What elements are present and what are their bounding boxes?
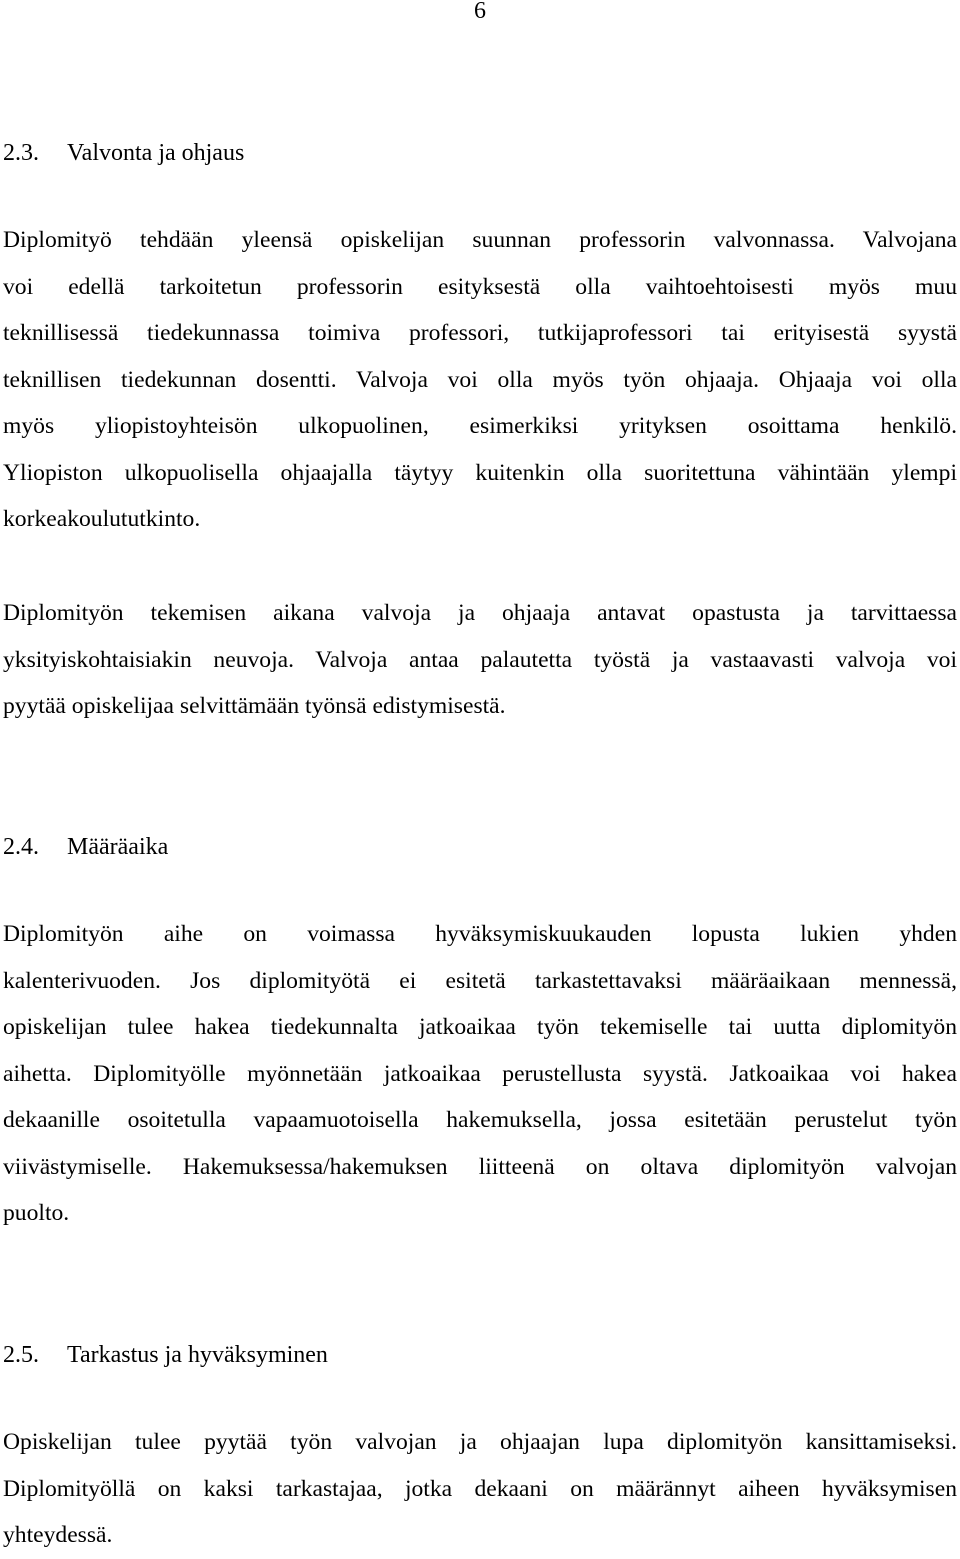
- text-line: opiskelijan tulee hakea tiedekunnalta jatkoaikaa työn tekemiselle tai uutta diplomityön: [3, 1014, 957, 1040]
- section-heading-2-4: [3, 830, 168, 864]
- text-line: myös yliopistoyhteisön ulkopuolinen, esimerkiksi yrityksen osoittama henkilö.: [3, 413, 957, 439]
- text-line: korkeakoulututkinto.: [3, 506, 201, 532]
- text-line: yksityiskohtaisiakin neuvoja. Valvoja antaa palautetta työstä ja vastaavasti valvoja voi: [3, 646, 957, 673]
- section-title: Tarkastus ja hyväksyminen: [67, 1342, 328, 1368]
- text-line: Diplomityön tekemisen aikana valvoja ja ohjaaja antavat opastusta ja tarvittaessa: [3, 600, 957, 626]
- text-line: voi edellä tarkoitetun professorin esityksestä olla vaihtoehtoisesti myös muu: [3, 273, 957, 300]
- text-line: kalenterivuoden. Jos diplomityötä ei esitetä tarkastettavaksi määräaikaan mennessä,: [3, 967, 957, 994]
- paragraph-2-5-1: [3, 1419, 957, 1559]
- text-line: dekaanille osoitetulla vapaamuotoisella hakemuksella, jossa esitetään perustelut työn: [3, 1107, 957, 1133]
- paragraph-2-3-2: [3, 590, 957, 730]
- text-line: viivästymiselle. Hakemuksessa/hakemuksen liitteenä on oltava diplomityön valvojan: [3, 1153, 957, 1180]
- paragraph-2-3-1: [3, 217, 957, 543]
- section-number: 2.4.: [3, 834, 39, 860]
- text-line: puolto.: [3, 1200, 70, 1226]
- section-heading-2-5: [3, 1338, 328, 1372]
- section-title: Valvonta ja ohjaus: [67, 140, 245, 166]
- text-line: teknillisen tiedekunnan dosentti. Valvoja voi olla myös työn ohjaaja. Ohjaaja voi olla: [3, 366, 957, 393]
- text-line: Yliopiston ulkopuolisella ohjaajalla täytyy kuitenkin olla suoritettuna vähintään ylempi: [3, 459, 957, 486]
- text-line: Diplomityö tehdään yleensä opiskelijan suunnan professorin valvonnassa. Valvojana: [3, 227, 957, 253]
- text-line: pyytää opiskelijaa selvittämään työnsä edistymisestä.: [3, 693, 506, 719]
- section-number: 2.5.: [3, 1342, 39, 1368]
- text-line: teknillisessä tiedekunnassa toimiva professori, tutkijaprofessori tai erityisestä syystä: [3, 320, 957, 346]
- text-line: aihetta. Diplomityölle myönnetään jatkoaikaa perustellusta syystä. Jatkoaikaa voi hakea: [3, 1060, 957, 1087]
- section-title: Määräaika: [67, 834, 169, 860]
- paragraph-2-4-1: [3, 911, 957, 1237]
- text-line: Opiskelijan tulee pyytää työn valvojan ja ohjaajan lupa diplomityön kansittamiseksi.: [3, 1429, 957, 1455]
- page-number: 6: [474, 0, 486, 24]
- section-number: 2.3.: [3, 140, 39, 166]
- section-heading-2-3: [3, 136, 244, 170]
- text-line: Diplomityön aihe on voimassa hyväksymiskuukauden lopusta lukien yhden: [3, 921, 957, 947]
- text-line: Diplomityöllä on kaksi tarkastajaa, jotka dekaani on määrännyt aiheen hyväksymisen: [3, 1475, 957, 1502]
- text-line: yhteydessä.: [3, 1522, 113, 1548]
